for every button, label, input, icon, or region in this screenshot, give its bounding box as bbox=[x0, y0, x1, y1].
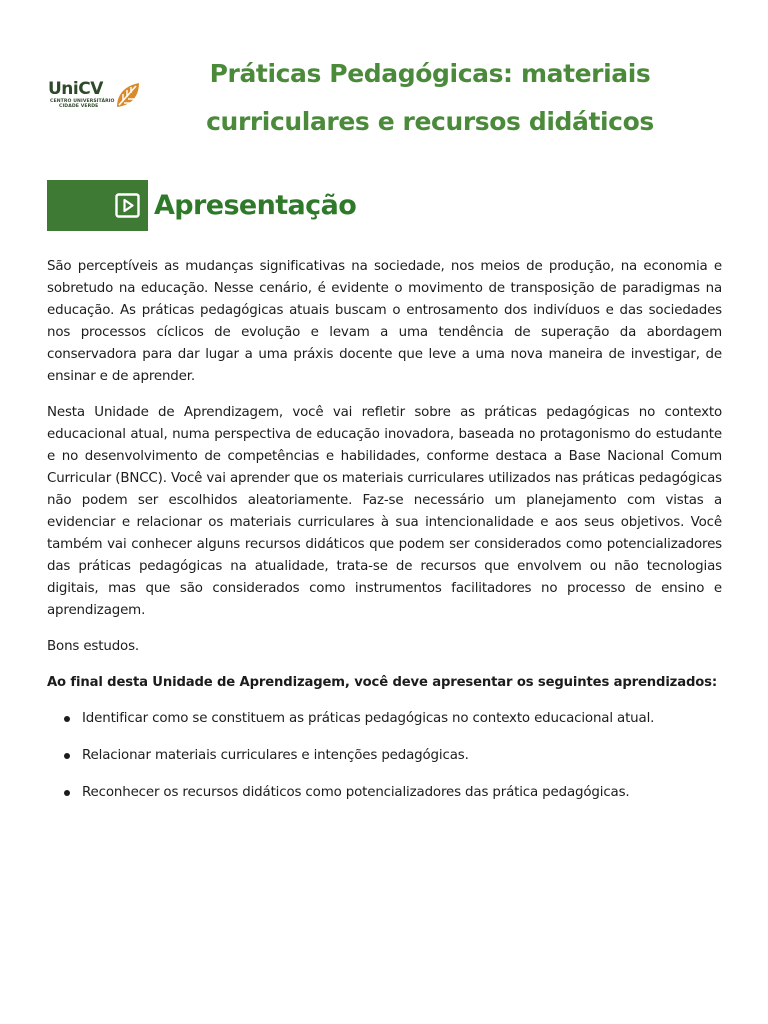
objectives-list bbox=[47, 708, 722, 804]
list-item bbox=[47, 708, 722, 730]
logo-subtitle-line1: CENTRO UNIVERSITÁRIO bbox=[50, 99, 115, 104]
section-header-bar bbox=[47, 180, 148, 231]
bullet-icon bbox=[64, 753, 70, 759]
document-title-line2: curriculares e recursos didáticos bbox=[206, 107, 654, 136]
paragraph-greeting: Bons estudos. bbox=[47, 639, 140, 654]
bullet-icon bbox=[64, 790, 70, 796]
unicv-logo bbox=[48, 80, 143, 112]
leaf-mark-icon bbox=[114, 81, 142, 109]
document-title bbox=[190, 50, 670, 146]
list-item bbox=[47, 782, 722, 804]
paragraph-intro: São perceptíveis as mudanças significativas na sociedade, nos meios de produção, na economia e sobretudo na educação. Nesse cenário, é evidente o movimento de transposição de paradigmas na educação. As práticas pedagógicas atuais buscam o entrosamento dos indivíduos e das sociedades nos processos cíclicos de evolução e levam a uma tendência de superação da abordagem conservadora para dar lugar a uma práxis docente que leve a uma nova maneira de investigar, de ensinar e de aprender. bbox=[47, 259, 722, 384]
section-heading: Apresentação bbox=[154, 190, 357, 221]
bullet-icon bbox=[64, 716, 70, 722]
play-square-icon bbox=[115, 193, 140, 218]
list-item-text: Relacionar materiais curriculares e intenções pedagógicas. bbox=[82, 748, 469, 763]
paragraph-unit: Nesta Unidade de Aprendizagem, você vai refletir sobre as práticas pedagógicas no contexto educacional atual, numa perspectiva de educação inovadora, baseada no protagonismo do estudante e no desenvolvimento de competências e habilidades, conforme destaca a Base Nacional Comum Curricular (BNCC). Você vai aprender que os materiais curriculares utilizados nas práticas pedagógicas não podem ser escolhidos aleatoriamente. Faz-se necessário um planejamento com vistas a evidenciar e relacionar os materiais curriculares à sua intencionalidade e aos seus objetivos. Você também vai conhecer alguns recursos didáticos que podem ser considerados como potencializadores das práticas pedagógicas na atualidade, trata-se de recursos que envolvem ou não tecnologias digitais, mas que são considerados como instrumentos facilitadores no processo de ensino e aprendizagem. bbox=[47, 405, 722, 618]
logo-subtitle-line2: CIDADE VERDE bbox=[59, 104, 99, 109]
logo-wordmark: UniCV bbox=[48, 79, 103, 99]
list-item-text: Reconhecer os recursos didáticos como potencializadores das prática pedagógicas. bbox=[82, 785, 630, 800]
objectives-intro: Ao final desta Unidade de Aprendizagem, você deve apresentar os seguintes aprendizados: bbox=[47, 675, 717, 690]
presentation-content bbox=[47, 256, 722, 819]
list-item bbox=[47, 745, 722, 767]
list-item-text: Identificar como se constituem as práticas pedagógicas no contexto educacional atual. bbox=[82, 711, 655, 726]
document-title-line1: Práticas Pedagógicas: materiais bbox=[209, 59, 651, 88]
